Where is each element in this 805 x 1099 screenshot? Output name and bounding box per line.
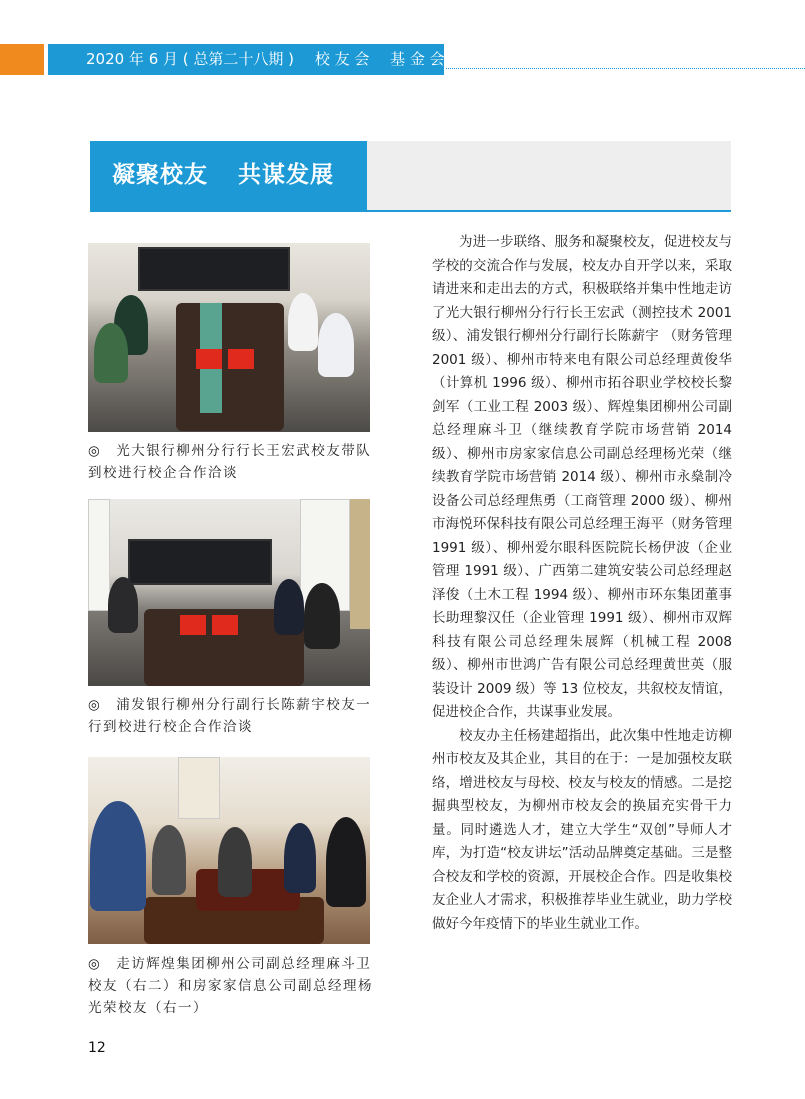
- header-bar: [48, 44, 444, 75]
- title-part-1: 凝聚校友: [112, 162, 208, 188]
- page-number: 12: [88, 1040, 106, 1056]
- photo-meeting-spdb: [88, 499, 370, 686]
- section-label-alumni: 校 友 会: [314, 50, 370, 68]
- title-gray-band: [367, 141, 731, 210]
- caption-photo-2: ◎ 浦发银行柳州分行副行长陈薪宇校友一行到校进行校企合作洽谈: [88, 697, 372, 735]
- body-paragraph-1: 为进一步联络、服务和凝聚校友，促进校友与学校的交流合作与发展，校友办自开学以来，采取请进来和走出去的方式，积极联络并集中性地走访了光大银行柳州分行行长王宏武（测控技术 2001 级）、浦发银行柳州分行副行长陈薪宇 （财务管理 2001 级）、柳州市特来电有限公司总经理黄俊华（计算机 1996 级）、柳州市拓谷职业学校校长黎剑军（工业工程 2003 级）、辉煌集团柳州公司副总经理麻斗卫（继续教育学院市场营销 2014 级）、柳州市房家家信息公司副总经理杨光荣（继续教育学院市场营销 2014 级）、柳州市永燊制冷设备公司总经理焦勇（工商管理 2000 级）、柳州市海悦环保科技有限公司总经理王海平（财务管理 1991 级）、柳州爱尔眼科医院院长杨伊波（企业管理 1991 级）、广西第二建筑安装公司总经理赵泽俊（土木工程 1994 级）、柳州市环东集团董事长助理黎汉任（企业管理 1991 级）、柳州市双辉科技有限公司总经理朱展辉（机械工程 2008 级）、柳州市世鸿广告有限公司总经理黄世英（服装设计 2009 级）等 13 位校友，共叙校友情谊，促进校企合作，共谋事业发展。: [432, 234, 732, 720]
- issue-label: 2020 年 6 月 ( 总第二十八期 ): [86, 50, 295, 68]
- header-dotted-rule: [446, 68, 805, 69]
- photo-meeting-everbright: [88, 243, 370, 432]
- header-orange-block: [0, 44, 44, 75]
- caption-photo-1: ◎ 光大银行柳州分行行长王宏武校友带队到校进行校企合作洽谈: [88, 443, 372, 481]
- title-underline: [90, 210, 731, 212]
- photo-visit-office: [88, 757, 370, 944]
- article-title: [90, 141, 367, 210]
- caption-photo-3: ◎ 走访辉煌集团柳州公司副总经理麻斗卫校友（右二）和房家家信息公司副总经理杨光荣校友（右一）: [88, 956, 373, 1016]
- body-paragraph-2: 校友办主任杨建超指出，此次集中性地走访柳州市校友及其企业，其目的在于：一是加强校友联络，增进校友与母校、校友与校友的情感。二是挖掘典型校友，为柳州市校友会的换届充实骨干力量。同时遴选人才，建立大学生“双创”导师人才库，为打造“校友讲坛”活动品牌奠定基础。三是整合校友和学校的资源，开展校企合作。四是收集校友企业人才需求，积极推荐毕业生就业，助力学校做好今年疫情下的毕业生就业工作。: [432, 727, 732, 932]
- title-part-2: 共谋发展: [238, 162, 334, 188]
- article-body: [432, 231, 732, 936]
- section-label-foundation: 基 金 会: [390, 50, 445, 68]
